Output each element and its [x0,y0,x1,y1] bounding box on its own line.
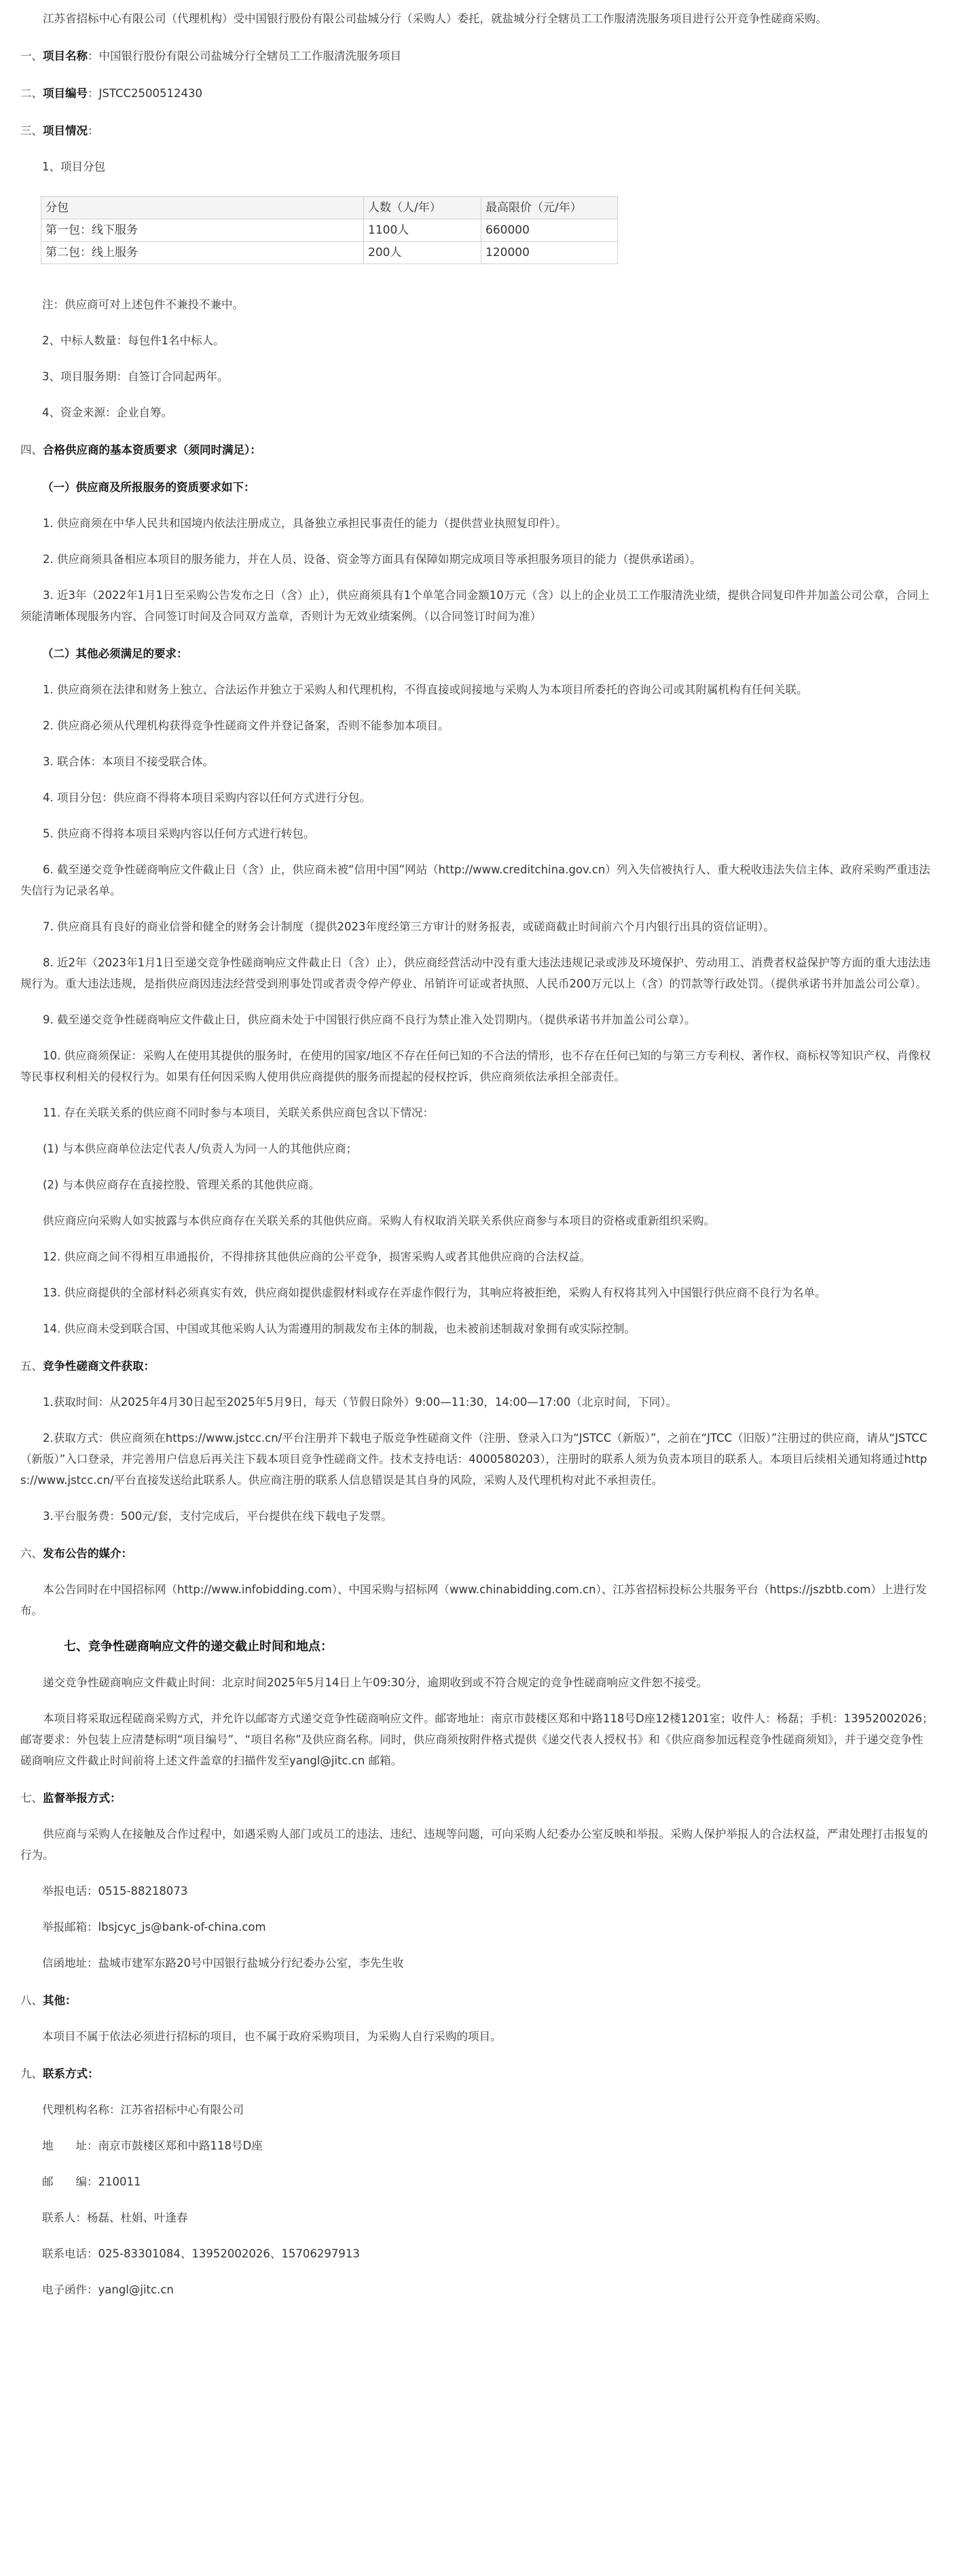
requirement-item: 1. 供应商须在中华人民共和国境内依法注册成立，具备独立承担民事责任的能力（提供营业执照复印件）。 [43,517,567,530]
contact-person: 联系人：杨磊、杜娟、叶逢春 [42,2211,188,2224]
table-cell: 第二包：线上服务 [41,242,364,264]
requirement-item: 8. 近2年（2023年1月1日至递交竞争性磋商响应文件截止日（含）止），供应商经营活动中没有重大违法违规记录或涉及环境保护、劳动用工、消费者权益保护等方面的重大违法违规行为。重大违法违规，是指供应商因违法经营受到刑事处罚或者责令停产停业、吊销许可证或者执照、人民币200万元以上（含）的罚款等行政处罚。（提供承诺书并加盖公司公章）。 [20,956,931,990]
requirement-item: 3. 联合体：本项目不接受联合体。 [43,755,214,768]
requirement-item: 10. 供应商须保证：采购人在使用其提供的服务时，在使用的国家/地区不存在任何已知的不合法的情形，也不存在任何已知的与第三方专利权、著作权、商标权等知识产权、肖像权等民事权利相关的侵权行为。如果有任何因采购人使用供应商提供的服务而提起的侵权控诉，供应商须依法承担全部责任。 [20,1049,931,1083]
acquisition-method: 2.获取方式：供应商须在https://www.jstcc.cn/平台注册并下载电子版竞争性磋商文件（注册、登录入口为“JSTCC（新版）”，之前在“JTCC（旧版）”注册过的供应商，请从“JSTCC（新版）”入口登录，并完善用户信息后再关注下载本项目竞争性磋商文件。技术支持电话：4000580203），注册时的联系人须为负责本项目的联系人。本项目后续相关通知将通过https://www.jstcc.cn/平台直接发送给此联系人。供应商注册的联系人信息错误是其自身的风险，采购人及代理机构对此不承担责任。 [20,1432,928,1487]
table-cell: 1100人 [364,219,481,242]
section-document-acquisition: 五、竞争性磋商文件获取： [20,1360,155,1373]
submission-method-text: 本项目将采取远程磋商采购方式，并允许以邮寄方式递交竞争性磋商响应文件。邮寄地址：南京市鼓楼区郑和中路118号D座12楼1201室；收件人：杨磊；手机：13952002026；邮寄要求：外包装上应清楚标明“项目编号”、“项目名称”及供应商名称。同时，供应商须按附件格式提供《递交代表人授权书》和《供应商参加远程竞争性磋商须知》，并于递交竞争性磋商响应文件截止时间前将上述文件盖章的扫描件发至yangl@jitc.cn 邮箱。 [20,1712,934,1767]
report-email: 举报邮箱：lbsjcyc_js@bank-of-china.com [42,1921,266,1934]
requirement-item: 9. 截至递交竞争性磋商响应文件截止日，供应商未处于中国银行供应商不良行为禁止准入处罚期内。（提供承诺书并加盖公司公章）。 [43,1013,696,1026]
package-note: 注：供应商可对上述包件不兼投不兼中。 [42,298,244,311]
section-submission-deadline: 七、竞争性磋商响应文件的递交截止时间和地点： [64,1639,333,1654]
report-phone: 举报电话：0515-88218073 [42,1885,188,1898]
submission-deadline-text: 递交竞争性磋商响应文件截止时间：北京时间2025年5月14日上午09:30分，逾期收到或不符合规定的竞争性磋商响应文件恕不接受。 [43,1676,708,1689]
platform-fee: 3.平台服务费：500元/套，支付完成后，平台提供在线下载电子发票。 [43,1510,392,1523]
contact-agent: 代理机构名称：江苏省招标中心有限公司 [42,2103,244,2116]
section-project-situation: 三、项目情况： [20,124,99,137]
subsection-qualification-requirements: （一）供应商及所报服务的资质要求如下： [42,481,255,494]
report-address: 信函地址：盐城市建军东路20号中国银行盐城分行纪委办公室，李先生收 [42,1957,404,1970]
contact-phone: 联系电话：025-83301084、13952002026、15706297913 [42,2247,360,2260]
section-publication-media: 六、发布公告的媒介： [20,1547,132,1560]
table-header-cell: 最高限价（元/年） [481,197,618,219]
contact-address: 地 址：南京市鼓楼区郑和中路118号D座 [42,2139,263,2152]
publication-media-text: 本公告同时在中国招标网（http://www.infobidding.com）、中国采购与招标网（www.chinabidding.com.cn）、江苏省招标投标公共服务平台（https://jszbtb.com）上进行发布。 [20,1583,927,1617]
acquisition-time: 1.获取时间：从2025年4月30日起至2025年5月9日，每天（节假日除外）9:00—11:30，14:00—17:00（北京时间，下同）。 [43,1396,678,1409]
requirement-item: 13. 供应商提供的全部材料必须真实有效，供应商如提供虚假材料或存在弄虚作假行为，其响应将被拒绝，采购人有权将其列入中国银行供应商不良行为名单。 [43,1286,826,1299]
requirement-item: (1) 与本供应商单位法定代表人/负责人为同一人的其他供应商； [43,1142,358,1155]
package-table [41,196,618,264]
table-header-row [41,197,618,219]
winner-count: 2、中标人数量：每包件1名中标人。 [42,334,225,347]
requirement-item: 4. 项目分包：供应商不得将本项目采购内容以任何方式进行分包。 [43,791,371,804]
table-cell: 第一包：线下服务 [41,219,364,242]
section-other: 八、其他： [20,1994,77,2007]
package-label: 1、项目分包 [42,160,105,173]
section-project-name: 一、项目名称：中国银行股份有限公司盐城分行全辖员工工作服清洗服务项目 [20,50,401,62]
service-period: 3、项目服务期：自签订合同起两年。 [42,370,229,383]
table-cell: 120000 [481,242,618,264]
intro-paragraph: 江苏省招标中心有限公司（代理机构）受中国银行股份有限公司盐城分行（采购人）委托，就盐城分行全辖员工工作服清洗服务项目进行公开竞争性磋商采购。 [43,12,827,25]
fund-source: 4、资金来源：企业自筹。 [42,406,172,419]
requirement-item: (2) 与本供应商存在直接控股、管理关系的其他供应商。 [43,1178,320,1191]
requirement-item: 5. 供应商不得将本项目采购内容以任何方式进行转包。 [43,827,315,840]
subsection-other-requirements: （二）其他必须满足的要求： [42,647,188,660]
table-header-cell: 人数（人/年） [364,197,481,219]
requirement-item: 供应商应向采购人如实披露与本供应商存在关联关系的其他供应商。采购人有权取消关联关系供应商参与本项目的资格或重新组织采购。 [43,1214,715,1227]
requirement-item: 11. 存在关联关系的供应商不同时参与本项目，关联关系供应商包含以下情况： [43,1106,434,1119]
requirement-item: 12. 供应商之间不得相互串通报价，不得排挤其他供应商的公平竞争，损害采购人或者其他供应商的合法权益。 [43,1250,591,1263]
requirement-item: 3. 近3年（2022年1月1日至采购公告发布之日（含）止），供应商须具有1个单笔合同金额10万元（含）以上的企业员工工作服清洗业绩，提供合同复印件并加盖公司公章，合同上须能清晰体现服务内容、合同签订时间及合同双方盖章，否则计为无效业绩案例。（以合同签订时间为准） [20,589,930,623]
table-row [41,219,618,242]
requirement-item: 7. 供应商具有良好的商业信誉和健全的财务会计制度（提供2023年度经第三方审计的财务报表，或磋商截止时间前六个月内银行出具的资信证明）。 [43,920,775,933]
table-row [41,242,618,264]
section-contact: 九、联系方式： [20,2067,99,2080]
contact-email: 电子函件：yangl@jitc.cn [42,2283,174,2296]
contact-zip: 邮 编：210011 [42,2175,141,2188]
requirement-item: 2. 供应商必须从代理机构获得竞争性磋商文件并登记备案，否则不能参加本项目。 [43,719,450,732]
section-project-number: 二、项目编号：JSTCC2500512430 [20,87,202,100]
section-qualifications: 四、合格供应商的基本资质要求（须同时满足）： [20,443,261,456]
table-header-cell: 分包 [41,197,364,219]
table-cell: 200人 [364,242,481,264]
requirement-item: 14. 供应商未受到联合国、中国或其他采购人认为需遵用的制裁发布主体的制裁，也未被前述制裁对象拥有或实际控制。 [43,1322,636,1335]
other-text: 本项目不属于依法必须进行招标的项目，也不属于政府采购项目，为采购人自行采购的项目。 [42,2030,502,2043]
supervision-text: 供应商与采购人在接触及合作过程中，如遇采购人部门或员工的违法、违纪、违规等问题，可向采购人纪委办公室反映和举报。采购人保护举报人的合法权益，严肃处理打击报复的行为。 [20,1828,928,1862]
requirement-item: 2. 供应商须具备相应本项目的服务能力，并在人员、设备、资金等方面具有保障如期完成项目等承担服务项目的能力（提供承诺函）。 [43,553,701,566]
requirement-item: 1. 供应商须在法律和财务上独立、合法运作并独立于采购人和代理机构，不得直接或间接地与采购人为本项目所委托的咨询公司或其附属机构有任何关联。 [43,683,808,696]
table-cell: 660000 [481,219,618,242]
requirement-item: 6. 截至递交竞争性磋商响应文件截止日（含）止，供应商未被“信用中国”网站（http://www.creditchina.gov.cn）列入失信被执行人、重大税收违法失信主体、政府采购严重违法失信行为记录名单。 [20,863,930,897]
section-supervision: 七、监督举报方式： [20,1792,122,1804]
